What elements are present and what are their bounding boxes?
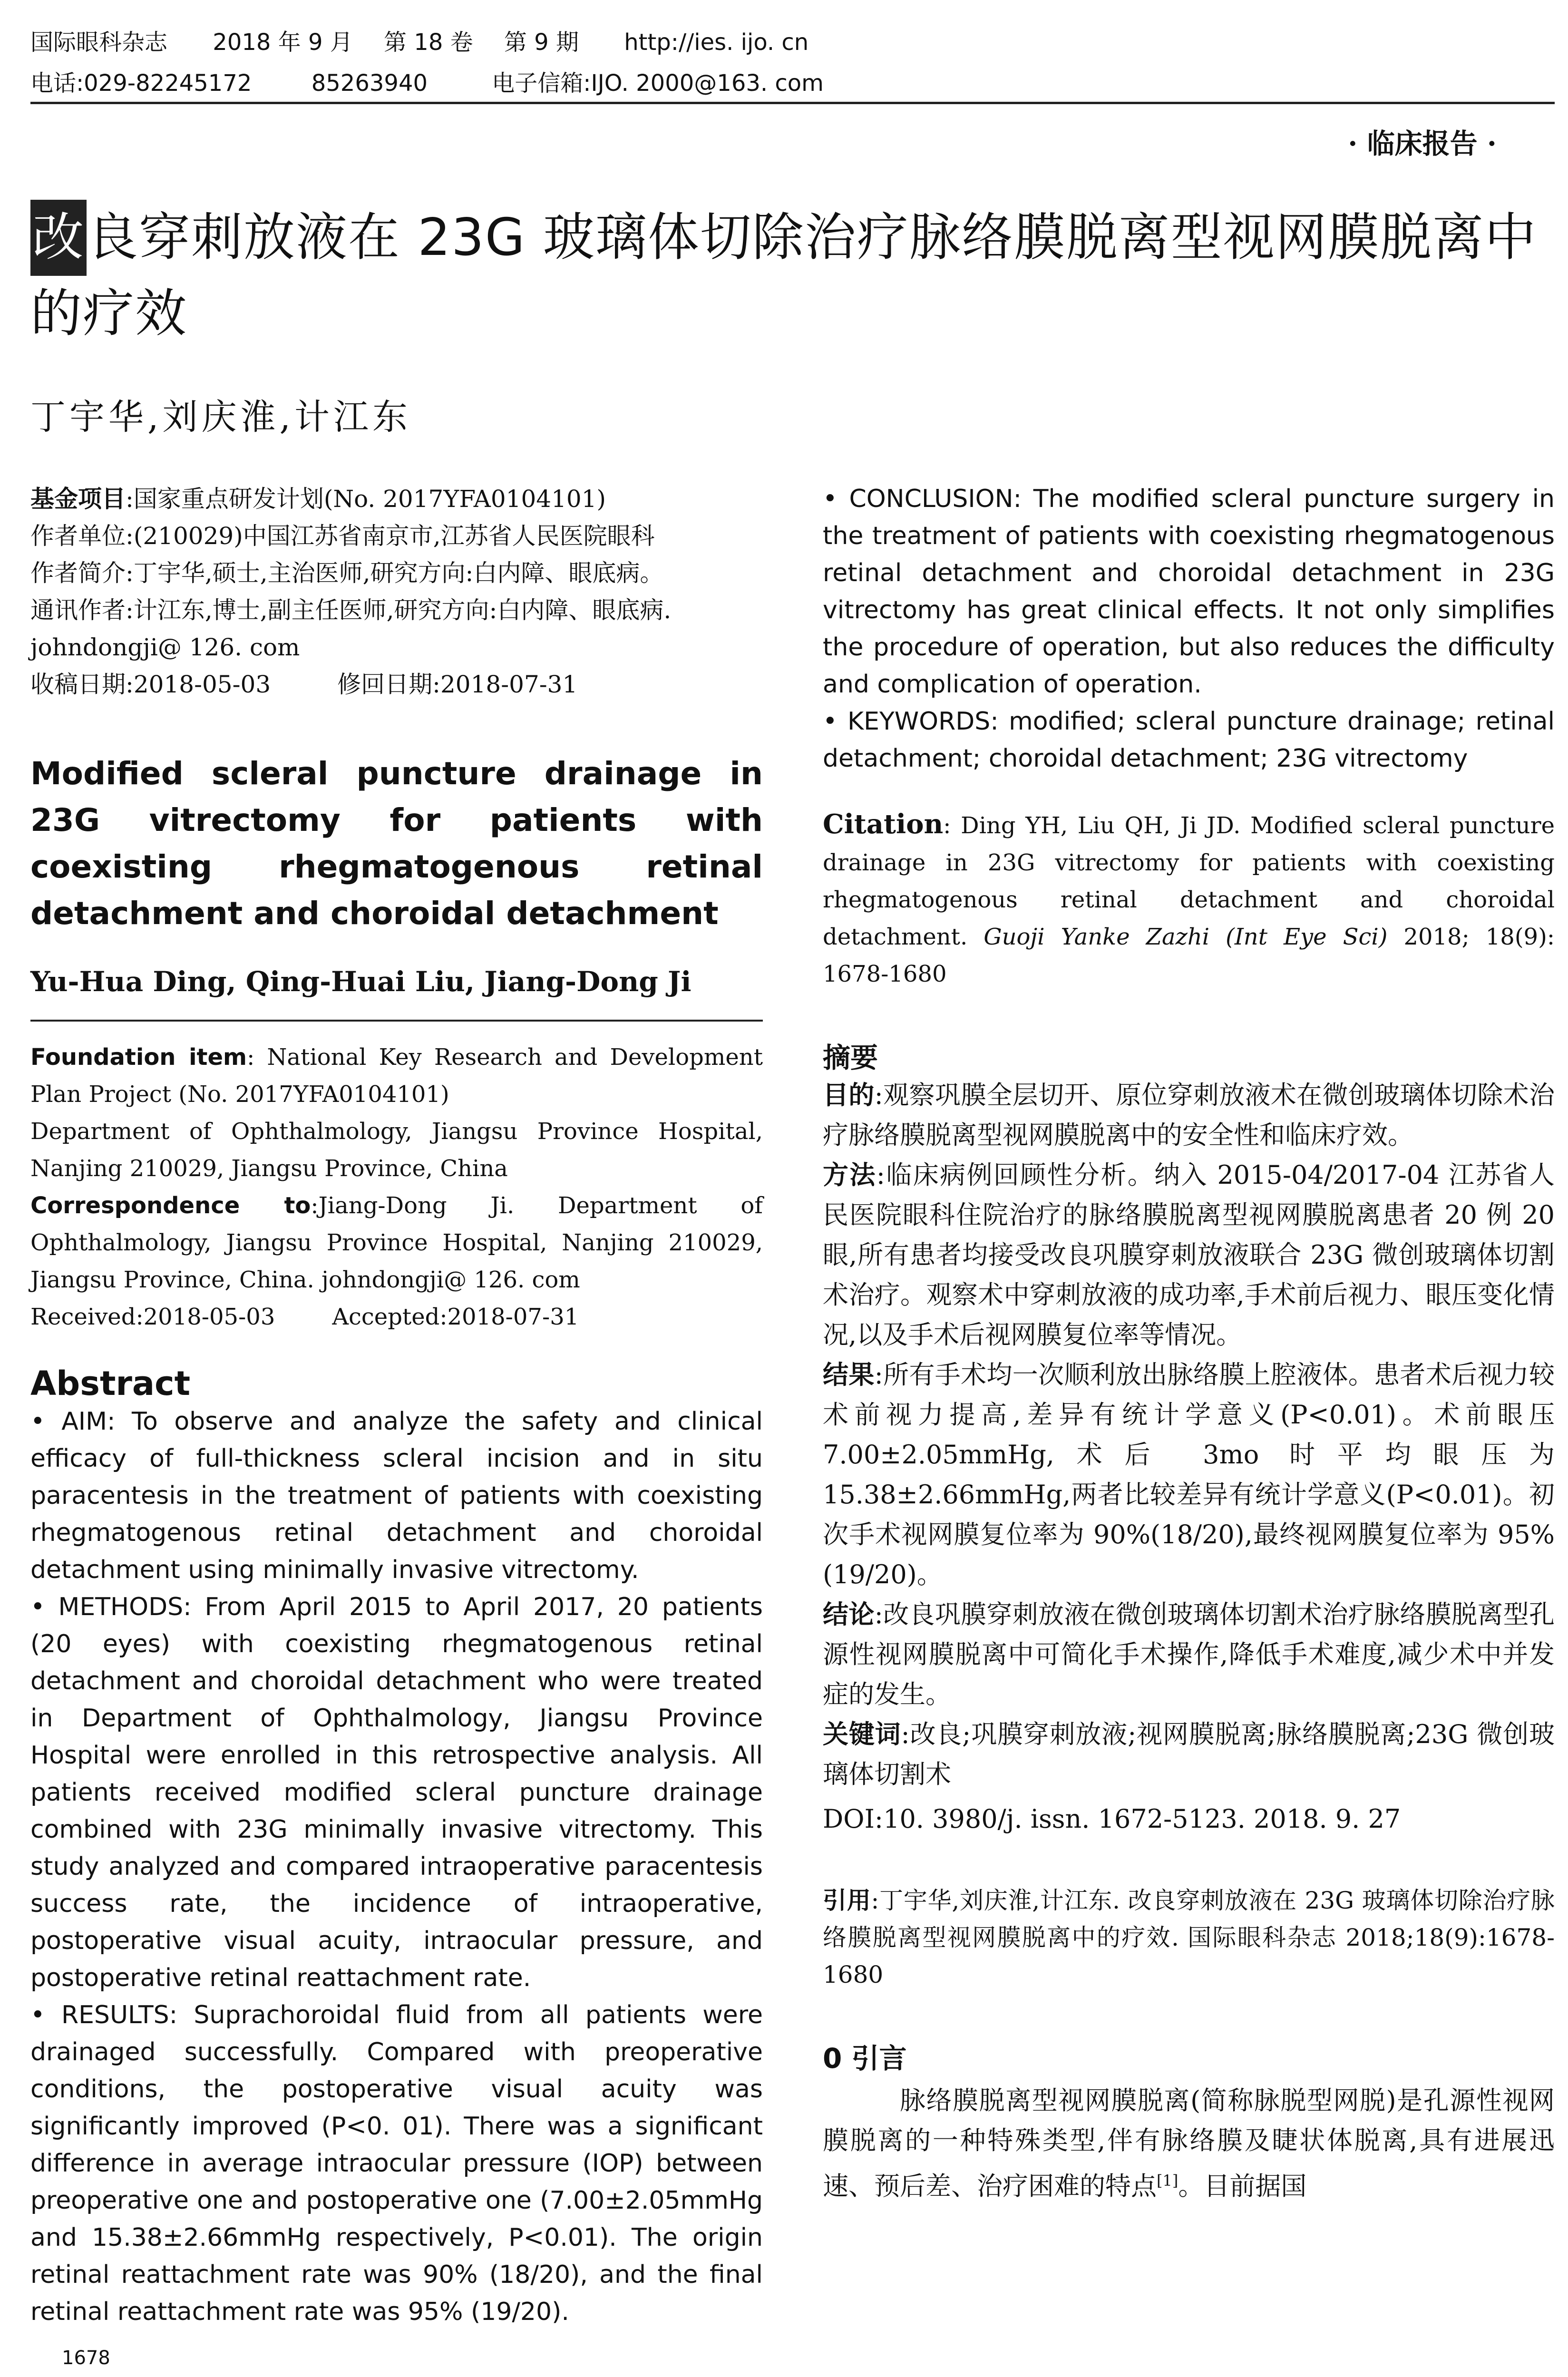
fund-label-cn: 基金项目 bbox=[30, 485, 126, 513]
header-line-2 bbox=[30, 65, 824, 97]
volume: 第 18 卷 bbox=[384, 29, 473, 56]
correspondence-label: Correspondence to bbox=[30, 1192, 311, 1219]
left-column bbox=[30, 480, 763, 2330]
doi[interactable]: DOI:10. 3980/j. issn. 1672-5123. 2018. 9. 27 bbox=[823, 1804, 1401, 1834]
corresp-cn: 通讯作者:计江东,博士,副主任医师,研究方向:白内障、眼底病. johndongji@ 126. com bbox=[30, 596, 672, 661]
issue: 第 9 期 bbox=[504, 29, 579, 56]
cn-methods: :临床病例回顾性分析。纳入 2015-04/2017-04 江苏省人民医院眼科住院治疗的脉络膜脱离型视网膜脱离患者 20 例 20 眼,所有患者均接受改良巩膜穿刺放液联合 23G 微创玻璃体切割术治疗。观察术中穿刺放液的成功率,手术前后视力、眼压变化情况,以及手术后视网膜复位率等情况。 bbox=[823, 1160, 1555, 1350]
right-column bbox=[823, 480, 1555, 2206]
abstract-conclusion: • CONCLUSION: The modified scleral puncture surgery in the treatment of patients with coexisting rhegmatogenous retinal detachment and choroidal detachment in 23G vitrectomy has great clinical effects. It not only simplifies the procedure of operation, but also reduces the difficulty and complication of operation. bbox=[823, 485, 1555, 699]
abstract-results: • RESULTS: Suprachoroidal fluid from all patients were drainaged successfully. Compared with preoperative conditions, the postoperative visual acuity was significantly improved (P<0. 01). There was a significant difference in average intraocular pressure (IOP) between preoperative one and postoperative one (7.00±2.05mmHg and 15.38±2.66mmHg respectively, P<0.01). The origin retinal reattachment rate was 90% (18/20), and the final retinal reattachment rate was 95% (19/20). bbox=[30, 2001, 763, 2326]
phone: 电话:029-82245172 bbox=[30, 70, 252, 97]
abstract-methods: • METHODS: From April 2015 to April 2017, 20 patients (20 eyes) with coexisting rhegmatogenous retinal detachment and choroidal detachment who were treated in Department of Ophthalmology, Jiangsu Province Hospital were enrolled in this retrospective analysis. All patients received modified scleral puncture drainage combined with 23G minimally invasive vitrectomy. This study analyzed and compared intraoperative paracentesis success rate, the incidence of intraoperative, postoperative visual acuity, intraocular pressure, and postoperative retinal reattachment rate. bbox=[30, 1593, 763, 1992]
cn-results-label: 结果 bbox=[823, 1360, 875, 1390]
unit-cn: 作者单位:(210029)中国江苏省南京市,江苏省人民医院眼科 bbox=[30, 522, 655, 550]
page-number: 1678 bbox=[62, 2347, 110, 2369]
cn-abstract-heading: 摘要 bbox=[823, 1042, 878, 1074]
intro-paragraph bbox=[823, 2081, 1555, 2206]
cn-keywords-label: 关键词 bbox=[823, 1719, 901, 1749]
cn-conclusion: :改良巩膜穿刺放液在微创玻璃体切割术治疗脉络膜脱离型孔源性视网膜脱离中可简化手术操作,降低手术难度,减少术中并发症的发生。 bbox=[823, 1599, 1555, 1709]
email[interactable]: 电子信箱:IJO. 2000@163. com bbox=[492, 70, 824, 97]
cn-citation-text: :丁宇华,刘庆淮,计江东. 改良穿刺放液在 23G 玻璃体切除治疗脉络膜脱离型视网膜脱离中的疗效. 国际眼科杂志 2018;18(9):1678-1680 bbox=[823, 1887, 1555, 1988]
abstract-aim: • AIM: To observe and analyze the safety and clinical efficacy of full-thickness scleral incision and in situ paracentesis in the treatment of patients with coexisting rhegmatogenous retinal detachment and choroidal detachment using minimally invasive vitrectomy. bbox=[30, 1407, 763, 1584]
intro-text: 脉络膜脱离型视网膜脱离(简称脉脱型网脱)是孔源性视网膜脱离的一种特殊类型,伴有脉络膜及睫状体脱离,具有进展迅速、预后差、治疗困难的特点 bbox=[823, 2085, 1555, 2201]
intro-heading: 0 引言 bbox=[823, 2042, 907, 2075]
authors-cn: 丁宇华,刘庆淮,计江东 bbox=[30, 397, 412, 438]
title-rest: 良穿刺放液在 23G 玻璃体切除治疗脉络膜脱离型视网膜脱离中的疗效 bbox=[30, 208, 1537, 343]
revised-cn: 修回日期:2018-07-31 bbox=[337, 671, 578, 698]
english-authors: Yu-Hua Ding, Qing-Huai Liu, Jiang-Dong Ji bbox=[30, 965, 763, 1022]
cn-keywords: :改良;巩膜穿刺放液;视网膜脱离;脉络膜脱离;23G 微创玻璃体切割术 bbox=[823, 1719, 1555, 1789]
cn-aim: :观察巩膜全层切开、原位穿刺放液术在微创玻璃体切除术治疗脉络膜脱离型视网膜脱离中的安全性和临床疗效。 bbox=[823, 1080, 1555, 1150]
cn-conclusion-label: 结论 bbox=[823, 1599, 875, 1629]
phone-2: 85263940 bbox=[311, 70, 428, 97]
article-title bbox=[30, 200, 1552, 352]
citation-text: : Ding YH, Liu QH, Ji JD. Modified scleral puncture drainage in 23G vitrectomy for patients with coexisting rhegmatogenous retinal detachment and choroidal detachment. bbox=[823, 812, 1555, 950]
section-label: · 临床报告 · bbox=[1348, 127, 1497, 160]
header-line-1 bbox=[30, 24, 808, 57]
foundation-label: Foundation item bbox=[30, 1044, 247, 1071]
accepted-en: Accepted:2018-07-31 bbox=[332, 1304, 579, 1330]
citation-label: Citation bbox=[823, 809, 944, 840]
received-cn: 收稿日期:2018-05-03 bbox=[30, 671, 271, 698]
cn-citation bbox=[823, 1882, 1555, 1993]
citation-tail: 2018; 18(9): 1678-1680 bbox=[823, 924, 1555, 987]
journal-url[interactable]: http://ies. ijo. cn bbox=[624, 29, 809, 56]
cn-methods-label: 方法 bbox=[823, 1160, 877, 1190]
journal-name: 国际眼科杂志 bbox=[30, 29, 168, 56]
department: Department of Ophthalmology, Jiangsu Province Hospital, Nanjing 210029, Jiangsu Province, China bbox=[30, 1118, 763, 1182]
abstract-keywords: • KEYWORDS: modified; scleral puncture drainage; retinal detachment; choroidal detachment; 23G vitrectomy bbox=[823, 707, 1555, 773]
abstract-body-right bbox=[823, 480, 1555, 777]
journal-header bbox=[30, 17, 1555, 104]
issue-date: 2018 年 9 月 bbox=[213, 29, 353, 56]
intro-reference[interactable]: [1] bbox=[1157, 2172, 1178, 2190]
fund-cn: :国家重点研发计划(No. 2017YFA0104101) bbox=[126, 485, 606, 513]
cn-citation-label: 引用 bbox=[823, 1887, 871, 1914]
english-title: Modified scleral puncture drainage in 23G vitrectomy for patients with coexisting rhegmatogenous retinal detachment and choroidal detachment bbox=[30, 755, 763, 932]
cn-results: :所有手术均一次顺利放出脉络膜上腔液体。患者术后视力较术前视力提高,差异有统计学意义(P<0.01)。术前眼压 7.00±2.05mmHg,术后 3mo 时平均眼压为 15.38±2.66mmHg,两者比较差异有统计学意义(P<0.01)。初次手术视网膜复位率为 90%(18/20),最终视网膜复位率为 95%(19/20)。 bbox=[823, 1360, 1555, 1589]
received-en: Received:2018-05-03 bbox=[30, 1304, 275, 1330]
abstract-heading: Abstract bbox=[30, 1364, 191, 1403]
cn-abstract bbox=[823, 1075, 1555, 1839]
info-cn bbox=[30, 480, 763, 703]
foundation-text: : National Key Research and Development Plan Project (No. 2017YFA0104101) bbox=[30, 1044, 763, 1108]
intro-tail: 。目前据国 bbox=[1178, 2171, 1307, 2201]
english-info bbox=[30, 1039, 763, 1335]
citation bbox=[823, 806, 1555, 993]
abstract-body-left bbox=[30, 1403, 763, 2330]
intro-cn: 作者简介:丁宇华,硕士,主治医师,研究方向:白内障、眼底病。 bbox=[30, 559, 664, 587]
citation-journal: Guoji Yanke Zazhi (Int Eye Sci) bbox=[984, 924, 1388, 950]
correspondence-text: :Jiang-Dong Ji. Department of Ophthalmology, Jiangsu Province Hospital, Nanjing 210029, Jiangsu Province, China. johndongji@ 126. com bbox=[30, 1192, 763, 1293]
cn-aim-label: 目的 bbox=[823, 1080, 875, 1110]
title-first-char: 改 bbox=[30, 200, 87, 276]
